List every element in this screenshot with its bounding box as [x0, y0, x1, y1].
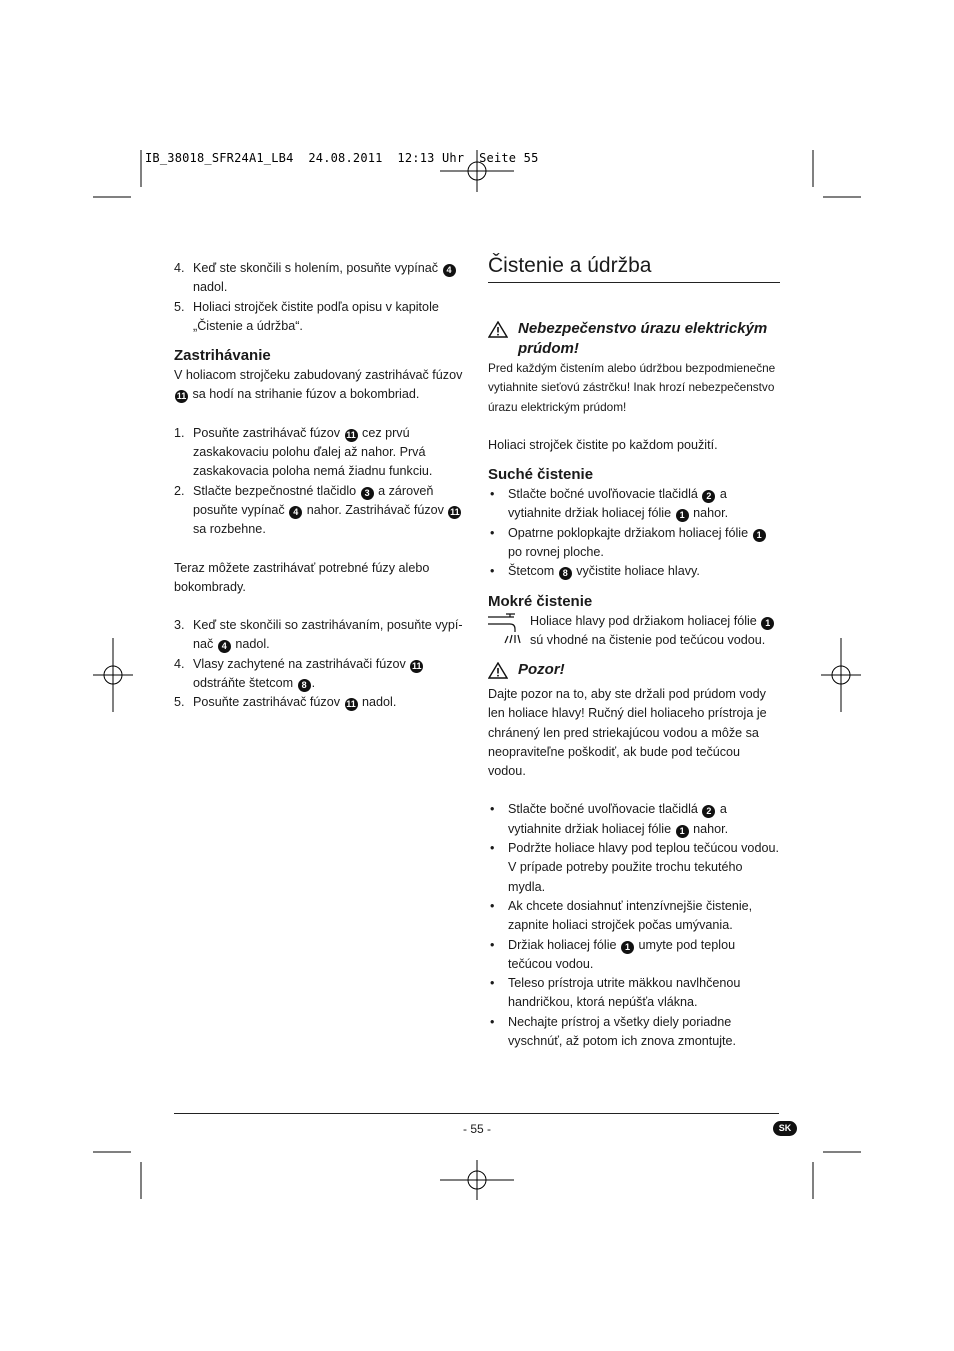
part-number-badge: 11 [450, 506, 460, 517]
part-number-badge: 1 [676, 825, 689, 838]
part-number-badge: 4 [443, 264, 456, 277]
section-title-trimming: Zastrihávanie [174, 347, 271, 365]
warning-triangle-icon [488, 660, 518, 685]
part-number-badge: 1 [761, 617, 774, 630]
list-item: • Stlačte bočné uvoľňovacie tlačidlá 2 a vytiahnite držiak holiacej fólie 1 nahor. [490, 802, 729, 836]
warning-heading: Pozor! [488, 660, 780, 685]
list-item: • Ak chcete dosiahnuť intenzívnejšie čistenie, zapnite holiaci strojček počas umývania. [490, 898, 753, 933]
part-number-badge: 1 [621, 941, 634, 954]
water-tap-icon [488, 612, 530, 652]
list-item: 4. Keď ste skončili s holením, posuňte vypínač 4 nadol. [174, 259, 474, 298]
list-item: • Nechajte prístroj a všetky diely poriadne vyschnúť, až potom ich znova zmontujte. [490, 1014, 737, 1049]
list-item: • Stlačte bočné uvoľňovacie tlačidlá 2 a vytiahnite držiak holiacej fólie 1 nahor. [490, 487, 729, 521]
part-number-badge: 4 [289, 506, 302, 519]
warning-triangle-icon [488, 319, 518, 359]
section-title-dry-cleaning: Suché čistenie [488, 466, 594, 484]
part-number-badge: 3 [361, 487, 374, 500]
part-number-badge: 2 [702, 805, 715, 818]
right-column [488, 252, 780, 1051]
warning-text: Dajte pozor na to, aby ste držali pod prúdom vody len holiace hlavy! Ručný diel holiaceho prístroja je chránený len pred striekajúcou vodou a môže sa neopraviteľne poškodiť, ak bude pod tečúcou vodou. [488, 686, 767, 779]
part-number-badge: 8 [559, 567, 572, 580]
paragraph: V holiacom strojčeku zabudovaný zastrihávač fúzov 11 sa hodí na strihanie fúzov a bokombriad. [174, 368, 463, 402]
footer-divider [174, 1113, 779, 1114]
list-item: • Štetcom 8 vyčistite holiace hlavy. [490, 564, 700, 579]
warning-text: Pred každým čistením alebo údržbou bezpodmienečne vytiahnite sieťovú zástrčku! Inak hrozí nebezpečenstvo úrazu elektrickým prúdom! [488, 361, 776, 414]
part-number-badge: 1 [676, 509, 689, 522]
part-number-badge: 11 [176, 391, 187, 402]
part-number-badge: 11 [346, 699, 356, 710]
left-column [174, 259, 474, 713]
part-number-badge: 8 [298, 679, 311, 692]
wet-cleaning-note: Holiace hlavy pod držiakom holiacej fólie 1 sú vhodné na čistenie pod tečúcou vodou. [488, 612, 780, 652]
paragraph: Holiaci strojček čistite po každom použití. [488, 437, 718, 452]
list-item: 5. Posuňte zastrihávač fúzov 11 nadol. [174, 695, 397, 710]
list-item: 3. Keď ste skončili so zastrihávaním, posuňte vypí-nač 4 nadol. [174, 618, 463, 652]
list-item: 5. Holiaci strojček čistite podľa opisu v kapitole „Čistenie a údržba“. [174, 299, 439, 333]
part-number-badge: 1 [753, 529, 766, 542]
list-item: 4. Vlasy zachytené na zastrihávači fúzov 11 odstráňte štetcom 8 . [174, 656, 422, 691]
part-number-badge: 11 [412, 660, 422, 671]
list-item: • Opatrne poklopkajte držiakom holiacej fólie 1 po rovnej ploche. [488, 524, 780, 563]
list-item: • Držiak holiacej fólie 1 umyte pod teplou tečúcou vodou. [490, 937, 736, 971]
part-number-badge: 11 [346, 429, 356, 440]
section-title-wet-cleaning: Mokré čistenie [488, 592, 593, 610]
part-number-badge: 2 [702, 490, 715, 503]
print-slug: IB_38018_SFR24A1_LB4 24.08.2011 12:13 Uhr Seite 55 [145, 151, 539, 165]
list-item: • Teleso prístroja utrite mäkkou navlhčenou handričkou, ktorá nepúšťa vlákna. [490, 976, 741, 1010]
warning-heading: Nebezpečenstvo úrazu elektrickým prúdom! [488, 319, 780, 359]
page-title: Čistenie a údržba [488, 252, 780, 283]
list-item: 2. Stlačte bezpečnostné tlačidlo 3 a zároveň posuňte vypínač 4 nahor. Zastrihávač fúzov 11 sa rozbehne. [174, 483, 460, 537]
list-item: 1. Posuňte zastrihávač fúzov 11 cez prvú zaskakovaciu polohu ďalej až nahor. Prvá zaskakovacia poloha nemá žiadnu funkciu. [174, 425, 433, 479]
page-number: - 55 - [462, 1122, 491, 1136]
paragraph: Teraz môžete zastrihávať potrebné fúzy alebo bokombrady. [174, 560, 430, 594]
part-number-badge: 4 [218, 640, 231, 653]
list-item: • Podržte holiace hlavy pod teplou tečúcou vodou. V prípade potreby použite trochu tekutého mydla. [490, 841, 779, 894]
language-badge: SK [773, 1121, 797, 1136]
